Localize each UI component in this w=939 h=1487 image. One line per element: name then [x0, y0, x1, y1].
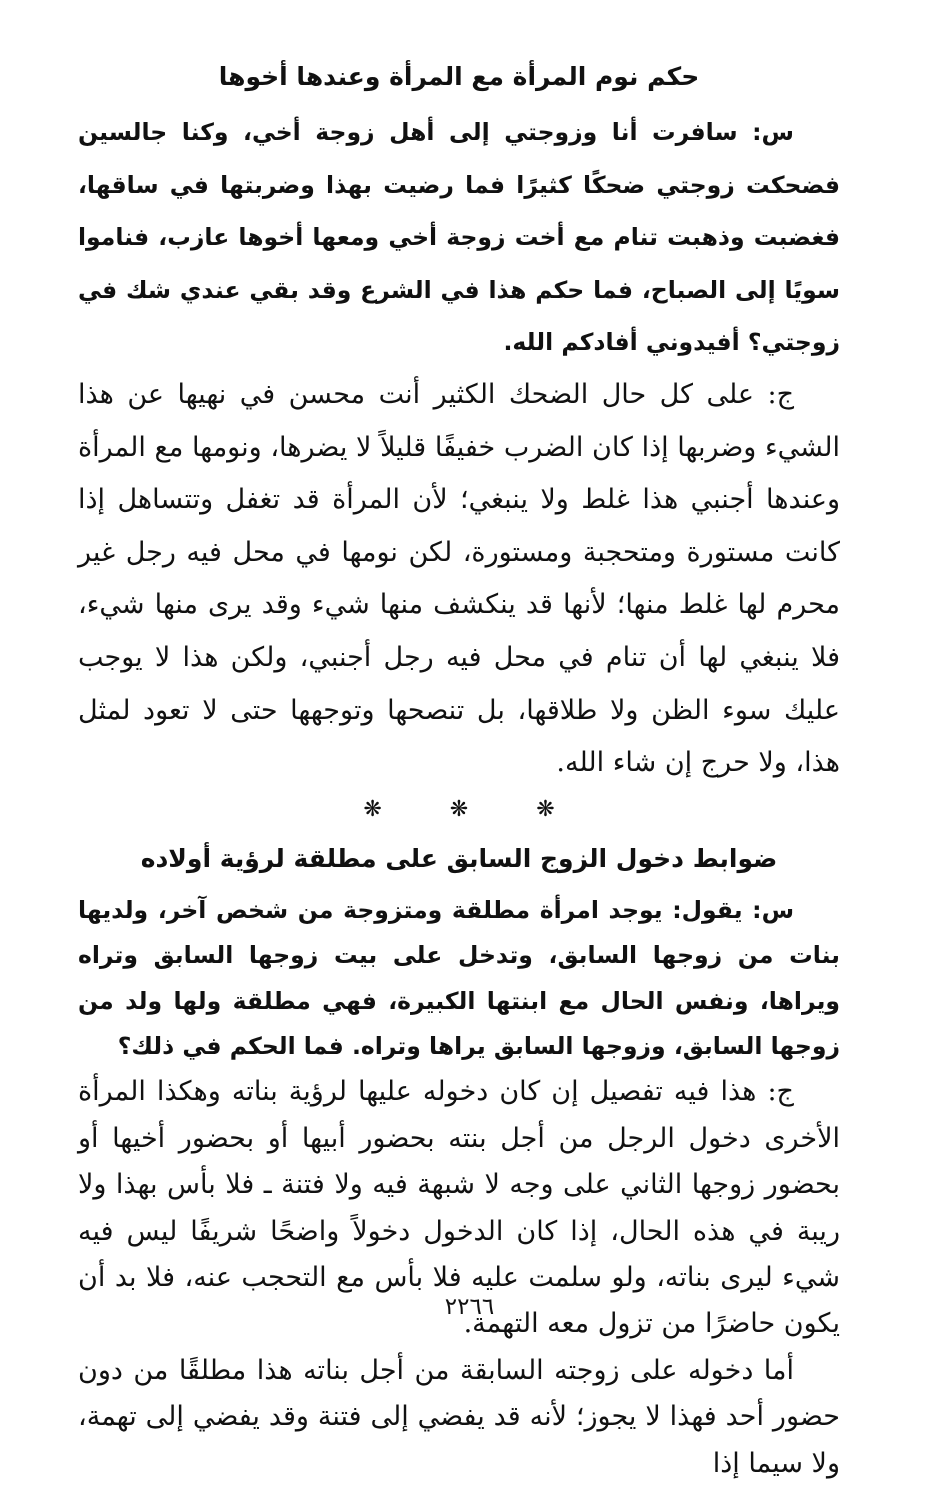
- separator-star-icon: ❋: [449, 796, 469, 822]
- separator-star-icon: ❋: [363, 796, 382, 822]
- section-1-title: حكم نوم المرأة مع المرأة وعندها أخوها: [218, 62, 700, 91]
- separator-star-icon: ❋: [536, 796, 555, 822]
- section-1-answer: ج: على كل حال الضحك الكثير أنت محسن في نهيها عن هذا الشيء وضربها إذا كان الضرب خفيفًا قليلاً لا يضرها، ونومها مع المرأة وعندها أجنبي هذا غلط ولا ينبغي؛ لأن المرأة قد تغفل وتتساهل إذا كانت مستورة ومتحجبة ومستورة، لكن نومها في محل فيه رجل غير محرم لها غلط منها؛ لأنها قد ينكشف منها شيء وقد يرى منها شيء، فلا ينبغي لها أن تنام في محل فيه رجل أجنبي، ولكن هذا لا يوجب عليك سوء الظن ولا طلاقها، بل تنصحها وتوجهها حتى لا تعود لمثل هذا، ولا حرج إن شاء الله.: [78, 378, 840, 779]
- section-1-question: س: سافرت أنا وزوجتي إلى أهل زوجة أخي، وكنا جالسين فضحكت زوجتي ضحكًا كثيرًا فما رضيت بهذا وضربتها في ساقها، فغضبت وذهبت تنام مع أخت زوجة أخي ومعها أخوها عازب، فناموا سويًا إلى الصباح، فما حكم هذا في الشرع وقد بقي عندي شك في زوجتي؟ أفيدوني أفادكم الله.: [78, 118, 840, 357]
- page-content: [78, 48, 840, 1487]
- section-2-title: ضوابط دخول الزوج السابق على مطلقة لرؤية أولاده: [140, 843, 778, 873]
- page-number: ٢٢٦٦: [444, 1294, 495, 1320]
- section-2-answer-continuation: أما دخوله على زوجته السابقة من أجل بناته هذا مطلقًا من دون حضور أحد فهذا لا يجوز؛ لأنه قد يفضي إلى فتنة وقد يفضي إلى تهمة، ولا سيما إذا: [78, 1354, 840, 1479]
- section-2-answer: ج: هذا فيه تفصيل إن كان دخوله عليها لرؤية بناته وهكذا المرأة الأخرى دخول الرجل من أجل بنته بحضور أبيها أو بحضور أخيها أو بحضور زوجها الثاني على وجه لا شبهة فيه ولا فتنة ـ فلا بأس بهذا ولا ريبة في هذه الحال، إذا كان الدخول دخولاً واضحًا شريفًا ليس فيه شيء ليرى بناته، ولو سلمت عليه فلا بأس مع التحجب عنه، فلا بد أن يكون حاضرًا من تزول معه التهمة.: [78, 1076, 840, 1340]
- section-separator: [78, 790, 840, 830]
- section-2-question: س: يقول: يوجد امرأة مطلقة ومتزوجة من شخص آخر، ولديها بنات من زوجها السابق، وتدخل على بيت زوجها السابق وتراه ويراها، ونفس الحال مع ابنتها الكبيرة، فهي مطلقة ولها ولد من زوجها السابق، وزوجها السابق يراها وتراه. فما الحكم في ذلك؟: [78, 895, 840, 1060]
